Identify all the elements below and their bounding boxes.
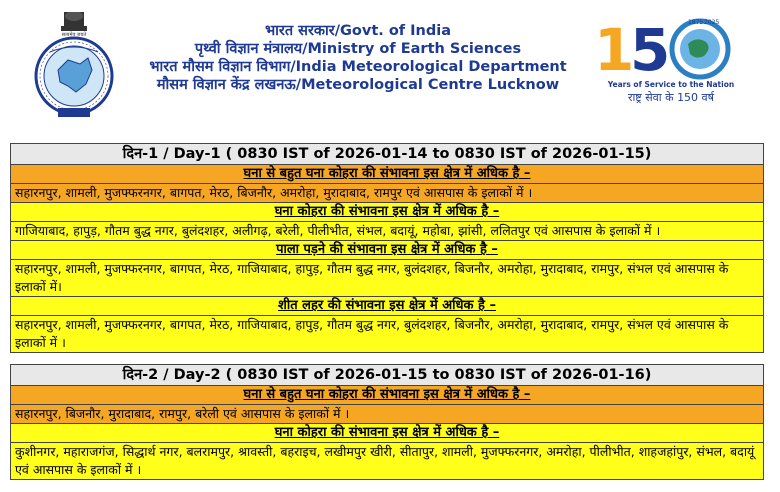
badge-tagline-hi: राष्ट्र सेवा के 150 वर्ष — [627, 91, 715, 104]
day1-fog-heading: घना कोहरा की संभावना इस क्षेत्र में अधिक है – — [11, 203, 763, 222]
day1-cold-wave-areas: सहारनपुर, शामली, मुजफ्फरनगर, बागपत, मेरठ, गाजियाबाद, हापुड़, गौतम बुद्ध नगर, बुलंदशहर, बिजनौर, अमरोहा, मुरादाबाद, रामपुर, संभल एवं आसपास के इलाकों में । — [11, 316, 763, 352]
badge-number-one: 1 — [594, 16, 635, 84]
day1-cold-wave-heading: शीत लहर की संभावना इस क्षेत्र में अधिक है – — [11, 297, 763, 316]
badge-year-end: 2025 — [704, 19, 720, 26]
header-line-mc-lucknow: मौसम विज्ञान केंद्र लखनऊ/Meteorological Centre Lucknow — [156, 77, 560, 93]
day1-title: दिन-1 / Day-1 ( 0830 IST of 2026-01-14 to 0830 IST of 2026-01-15) — [11, 144, 763, 165]
day2-dense-fog-heading: घना से बहुत घना कोहरा की संभावना इस क्षेत्र में अधिक है – — [11, 386, 763, 405]
national-emblem-icon — [28, 12, 120, 122]
day2-title: दिन-2 / Day-2 ( 0830 IST of 2026-01-15 to 0830 IST of 2026-01-16) — [11, 365, 763, 386]
day1-frost-heading: पाला पड़ने की संभावना इस क्षेत्र में अधिक है – — [11, 241, 763, 260]
badge-tagline-en: Years of Service to the Nation — [607, 80, 735, 89]
badge-number-five: 5 — [630, 16, 671, 84]
header-line-imd: भारत मौसम विज्ञान विभाग/India Meteorological Department — [149, 59, 567, 75]
page-header — [0, 0, 780, 130]
emblem-motto: सत्यमेव जयते — [61, 32, 87, 38]
day2-fog-areas: कुशीनगर, महाराजगंज, सिद्धार्थ नगर, बलरामपुर, श्रावस्ती, बहराइच, लखीमपुर खीरी, सीतापुर, शामली, मुजफ्फरनगर, अमरोहा, पीलीभीत, शाहजहांपुर, संभल, बदायूं एवं आसपास के इलाकों में । — [11, 443, 763, 479]
forecast-table-day1 — [10, 143, 764, 353]
header-line-govt: भारत सरकार/Govt. of India — [264, 23, 452, 39]
day1-fog-areas: गाजियाबाद, हापुड़, गौतम बुद्ध नगर, बुलंदशहर, अलीगढ़, बरेली, पीलीभीत, संभल, बदायूं, महोबा, झांसी, ललितपुर एवं आसपास के इलाकों में । — [11, 222, 763, 241]
day2-fog-heading: घना कोहरा की संभावना इस क्षेत्र में अधिक है – — [11, 424, 763, 443]
day1-dense-fog-heading: घना से बहुत घना कोहरा की संभावना इस क्षेत्र में अधिक है – — [11, 165, 763, 184]
forecast-table-day2 — [10, 364, 764, 480]
day1-dense-fog-areas: सहारनपुर, शामली, मुजफ्फरनगर, बागपत, मेरठ, बिजनौर, अमरोहा, मुरादाबाद, रामपुर एवं आसपास के इलाकों में । — [11, 184, 763, 203]
header-line-ministry: पृथ्वी विज्ञान मंत्रालय/Ministry of Earth Sciences — [194, 41, 522, 57]
imd-emblem-logo — [28, 12, 120, 122]
header-title-block — [138, 22, 578, 94]
day2-dense-fog-areas: सहारनपुर, बिजनौर, मुरादाबाद, रामपुर, बरेली एवं आसपास के इलाकों में । — [11, 405, 763, 424]
day1-frost-areas: सहारनपुर, शामली, मुजफ्फरनगर, बागपत, मेरठ, गाजियाबाद, हापुड़, गौतम बुद्ध नगर, बुलंदशहर, बिजनौर, अमरोहा, मुरादाबाद, रामपुर, संभल एवं आसपास के इलाकों में। — [11, 260, 763, 297]
150-years-badge-icon — [592, 14, 742, 84]
badge-year-start: 1875 — [688, 19, 704, 26]
